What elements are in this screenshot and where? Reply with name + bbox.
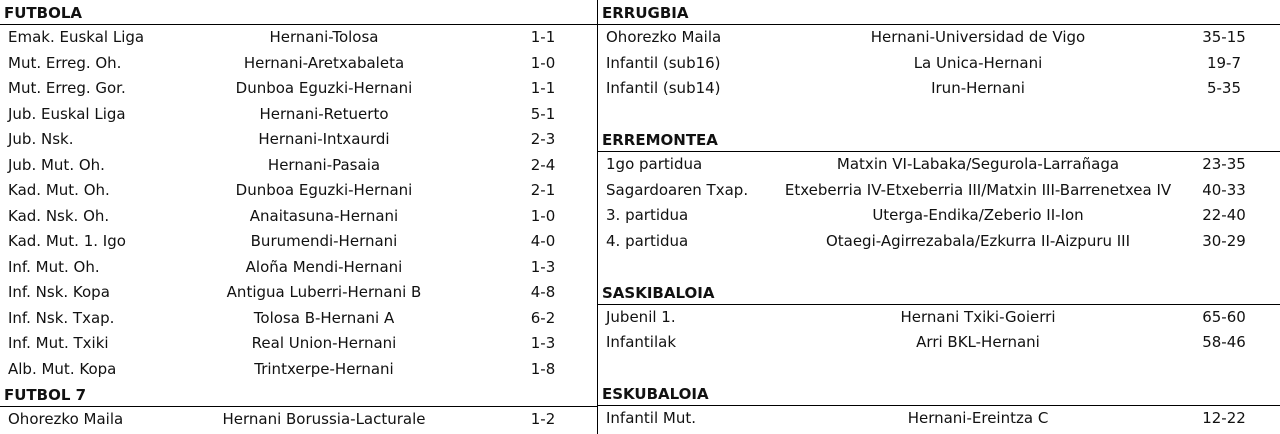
table-row: [0, 76, 598, 102]
row-category: Ohorezko Maila: [8, 410, 124, 428]
row-match: Hernani-Intxaurdi: [258, 130, 390, 148]
table-row: [0, 127, 598, 153]
table-row: [0, 255, 598, 281]
row-result: 12-22: [1202, 409, 1246, 427]
row-match: Irun-Hernani: [931, 79, 1025, 97]
section-title-eskubaloia: ESKUBALOIA: [598, 381, 1280, 406]
table-row: [0, 153, 598, 179]
row-match: Real Union-Hernani: [251, 334, 397, 352]
row-category: Kad. Nsk. Oh.: [8, 206, 110, 225]
row-category: Jub. Nsk.: [8, 130, 74, 148]
table-row: [598, 178, 1280, 204]
section-title-futbola: FUTBOLA: [0, 0, 598, 25]
section-title-saskibaloia: SASKIBALOIA: [598, 280, 1280, 305]
table-row: [598, 51, 1280, 77]
row-category: Jub. Mut. Oh.: [8, 155, 105, 174]
row-match: Hernani-Universidad de Vigo: [870, 28, 1086, 46]
row-match: Hernani-Aretxabaleta: [243, 53, 405, 72]
row-result: 2-4: [530, 155, 556, 174]
saskibaloia-rows: [598, 305, 1280, 356]
section-title-erremontea: ERREMONTEA: [598, 127, 1280, 152]
section-gap: [598, 254, 1280, 280]
row-match: Dunboa Eguzki-Hernani: [235, 79, 413, 97]
row-result: 23-35: [1202, 155, 1246, 173]
futbola-rows: [0, 25, 598, 382]
row-match: Aloña Mendi-Hernani: [245, 257, 403, 276]
table-row: [598, 152, 1280, 178]
row-result: 4-0: [530, 232, 556, 250]
row-category: Sagardoaren Txap.: [606, 180, 749, 199]
row-result: 1-0: [530, 53, 556, 72]
row-match: Matxin VI-Labaka/Segurola-Larrañaga: [836, 155, 1120, 173]
row-match: Arri BKL-Hernani: [916, 333, 1040, 351]
row-category: Jubenil 1.: [606, 307, 676, 326]
futbol-7-rows: [0, 407, 598, 433]
row-result: 1-1: [530, 28, 556, 46]
row-category: Infantil (sub14): [606, 79, 721, 97]
table-row: [0, 204, 598, 230]
row-match: Anaitasuna-Hernani: [249, 206, 399, 225]
right-column: [598, 0, 1280, 432]
table-row: [0, 357, 598, 383]
row-category: Kad. Mut. Oh.: [8, 181, 110, 199]
row-category: Ohorezko Maila: [606, 28, 722, 46]
row-result: 40-33: [1202, 180, 1246, 199]
eskubaloia-rows: [598, 406, 1280, 432]
row-result: 19-7: [1206, 53, 1242, 72]
table-row: [0, 51, 598, 77]
row-match: Hernani-Tolosa: [269, 28, 379, 46]
table-row: [0, 102, 598, 128]
row-match: Hernani-Retuerto: [259, 104, 389, 123]
row-match: Burumendi-Hernani: [250, 232, 398, 250]
row-result: 1-8: [530, 359, 556, 378]
row-match: Hernani-Ereintza C: [907, 409, 1049, 427]
table-row: [598, 25, 1280, 51]
row-match: Tolosa B-Hernani A: [253, 308, 395, 327]
table-row: [598, 229, 1280, 255]
section-gap: [598, 102, 1280, 128]
row-result: 30-29: [1202, 231, 1246, 250]
row-match: La Unica-Hernani: [913, 53, 1043, 72]
row-match: Otaegi-Agirrezabala/Ezkurra II-Aizpuru III: [825, 231, 1131, 250]
row-match: Trintxerpe-Hernani: [254, 359, 394, 378]
row-category: Alb. Mut. Kopa: [8, 359, 117, 378]
row-result: 1-2: [530, 410, 556, 428]
row-result: 1-1: [530, 79, 556, 97]
row-match: Uterga-Endika/Zeberio II-Ion: [872, 206, 1084, 224]
section-gap: [598, 356, 1280, 382]
row-category: Infantilak: [606, 333, 677, 351]
row-category: Inf. Nsk. Txap.: [8, 308, 115, 327]
row-result: 1-3: [530, 334, 556, 352]
table-row: [598, 203, 1280, 229]
table-row: [0, 280, 598, 306]
row-category: Mut. Erreg. Oh.: [8, 53, 122, 72]
row-match: Hernani-Pasaia: [267, 155, 381, 174]
row-match: Dunboa Eguzki-Hernani: [235, 181, 413, 199]
table-row: [0, 306, 598, 332]
row-result: 2-3: [530, 130, 556, 148]
section-title-errugbia: ERRUGBIA: [598, 0, 1280, 25]
row-category: Infantil (sub16): [606, 53, 721, 72]
row-result: 5-35: [1206, 79, 1242, 97]
row-category: 3. partidua: [606, 206, 689, 224]
row-category: Inf. Nsk. Kopa: [8, 283, 110, 301]
row-result: 4-8: [530, 283, 556, 301]
section-title-futbol-7: FUTBOL 7: [0, 382, 598, 407]
row-match: Hernani Borussia-Lacturale: [222, 410, 426, 428]
errugbia-rows: [598, 25, 1280, 102]
row-category: 4. partidua: [606, 231, 689, 250]
row-match: Antigua Luberri-Hernani B: [226, 283, 422, 301]
row-match: Etxeberria IV-Etxeberria III/Matxin III-Barrenetxea IV: [784, 180, 1172, 199]
row-result: 2-1: [530, 181, 556, 199]
table-row: [598, 406, 1280, 432]
table-row: [598, 305, 1280, 331]
row-category: 1go partidua: [606, 155, 703, 173]
erremontea-rows: [598, 152, 1280, 254]
row-result: 6-2: [530, 308, 556, 327]
row-result: 35-15: [1202, 28, 1246, 46]
table-row: [598, 76, 1280, 102]
row-result: 65-60: [1202, 307, 1246, 326]
row-category: Kad. Mut. 1. Igo: [8, 232, 126, 250]
row-category: Emak. Euskal Liga: [8, 28, 145, 46]
table-row: [0, 229, 598, 255]
row-result: 5-1: [530, 104, 556, 123]
row-category: Inf. Mut. Oh.: [8, 257, 100, 276]
table-row: [0, 25, 598, 51]
table-row: [0, 331, 598, 357]
row-result: 58-46: [1202, 333, 1246, 351]
row-result: 22-40: [1202, 206, 1246, 224]
table-row: [598, 330, 1280, 356]
row-category: Infantil Mut.: [606, 409, 696, 427]
row-result: 1-0: [530, 206, 556, 225]
table-row: [0, 407, 598, 433]
row-match: Hernani Txiki-Goierri: [900, 307, 1056, 326]
table-row: [0, 178, 598, 204]
row-result: 1-3: [530, 257, 556, 276]
row-category: Jub. Euskal Liga: [8, 104, 126, 123]
row-category: Inf. Mut. Txiki: [8, 334, 109, 352]
row-category: Mut. Erreg. Gor.: [8, 79, 126, 97]
left-column: [0, 0, 598, 433]
